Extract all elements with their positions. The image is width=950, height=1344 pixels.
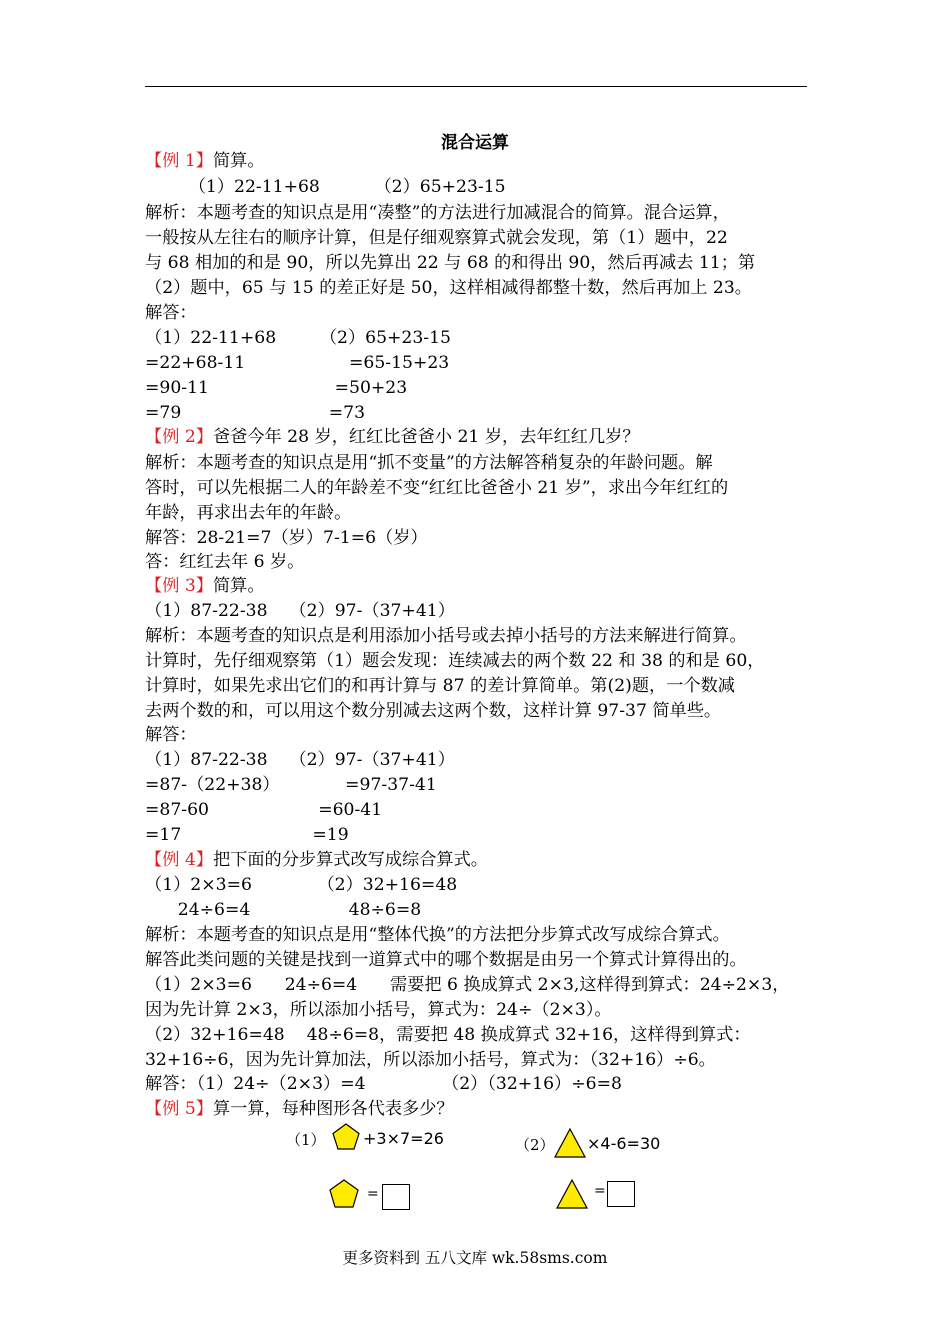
line-text: 爸爸今年 28 岁，红红比爸爸小 21 岁，去年红红几岁？ [212, 427, 640, 447]
line-text: 解答此类问题的关键是找到一道算式中的哪个数据是由另一个算式计算得出的。 [145, 950, 747, 970]
line-text: 因为先计算 2×3，所以添加小括号，算式为：24÷（2×3）。 [145, 1000, 612, 1020]
answer-box [607, 1181, 635, 1207]
text-line [145, 552, 304, 572]
line-text: 一般按从左往右的顺序计算，但是仔细观察算式就会发现，第（1）题中，22 [145, 228, 728, 248]
line-text: 与 68 相加的和是 90，所以先算出 22 与 68 的和得出 90，然后再减去 11；第 [145, 253, 756, 273]
ex5-part2-formula: ×4-6=30 [587, 1134, 661, 1153]
line-text: 答时，可以先根据二人的年龄差不变“红红比爸爸小 21 岁”，求出今年红红的 [145, 478, 729, 498]
line-text: =22+68-11 =65-15+23 [145, 353, 450, 373]
page-title: 混合运算 [441, 133, 509, 153]
line-text: 解析：本题考查的知识点是用“凑整”的方法进行加减混合的简算。混合运算， [145, 203, 730, 223]
equals-sign: = [594, 1183, 606, 1199]
example-heading [145, 850, 488, 870]
line-text: =87-（22+38） =97-37-41 [145, 775, 437, 795]
text-line [145, 528, 428, 548]
equals-sign: = [367, 1186, 379, 1202]
example-heading [145, 151, 265, 171]
text-line [145, 177, 506, 197]
line-text: 解析：本题考查的知识点是用“整体代换”的方法把分步算式改写成综合算式。 [145, 925, 730, 945]
line-text: 解答： [145, 725, 197, 745]
text-line [145, 925, 730, 945]
text-line [145, 825, 349, 845]
example-heading [145, 576, 265, 596]
line-text: （1）22-11+68 （2）65+23-15 [145, 328, 451, 348]
text-line [145, 1025, 751, 1045]
example-heading [145, 1099, 454, 1119]
line-text: （2）32+16=48 48÷6=8，需要把 48 换成算式 32+16，这样得到算式： [145, 1025, 751, 1045]
text-line [145, 875, 457, 895]
example-heading [145, 427, 640, 447]
text-line [145, 478, 728, 498]
line-text: 去两个数的和，可以用这个数分别减去这两个数，这样计算 97-37 简单些。 [145, 701, 722, 721]
text-line [145, 303, 197, 323]
line-text: 简算。 [212, 576, 265, 596]
text-line [145, 701, 721, 721]
text-line [145, 775, 437, 795]
text-line [145, 328, 451, 348]
example-tag: 【例 5】 [145, 1099, 213, 1119]
text-line [145, 353, 449, 373]
text-line [145, 453, 713, 473]
text-line [145, 601, 455, 621]
text-line [145, 900, 421, 920]
line-text: 把下面的分步算式改写成综合算式。 [212, 850, 488, 870]
line-text: 解答：（1）24÷（2×3）=4 （2）（32+16）÷6=8 [145, 1074, 622, 1094]
text-line [145, 1050, 716, 1070]
line-text: 24÷6=4 48÷6=8 [145, 900, 422, 920]
text-line [145, 203, 730, 223]
pentagon-icon [331, 1122, 361, 1152]
ex5-part2-label: （2） [515, 1136, 555, 1154]
text-line [145, 403, 365, 423]
line-text: =79 =73 [145, 403, 366, 423]
text-line [145, 378, 407, 398]
text-line [145, 651, 765, 671]
line-text: 32+16÷6，因为先计算加法，所以添加小括号，算式为：（32+16）÷6。 [145, 1050, 716, 1070]
ex5-part1-label: （1） [286, 1131, 326, 1149]
line-text: =17 =19 [145, 825, 349, 845]
line-text: 算一算，每种图形各代表多少？ [212, 1099, 454, 1119]
line-text: （2）题中，65 与 15 的差正好是 50，这样相减得都整十数，然后再加上 23。 [145, 278, 752, 298]
line-text: 解析：本题考查的知识点是用“抓不变量”的方法解答稍复杂的年龄问题。解 [145, 453, 713, 473]
pentagon-icon [328, 1178, 360, 1210]
line-text: 计算时，先仔细观察第（1）题会发现：连续减去的两个数 22 和 38 的和是 60， [145, 651, 765, 671]
example-tag: 【例 3】 [145, 576, 213, 596]
text-line [145, 228, 728, 248]
line-text: 解析：本题考查的知识点是利用添加小括号或去掉小括号的方法来解进行简算。 [145, 626, 747, 646]
line-text: 简算。 [212, 151, 265, 171]
line-text: 答：红红去年 6 岁。 [145, 552, 305, 572]
text-line [145, 1000, 612, 1020]
answer-box [382, 1184, 410, 1210]
footer-text: 更多资料到 五八文库 wk.58sms.com [342, 1249, 608, 1267]
text-line [145, 1074, 622, 1094]
text-line [145, 253, 755, 273]
line-text: =87-60 =60-41 [145, 800, 383, 820]
text-line [145, 800, 382, 820]
ex5-part1-formula: +3×7=26 [363, 1129, 444, 1148]
triangle-icon [555, 1178, 589, 1210]
line-text: （1）87-22-38 （2）97-（37+41） [145, 601, 455, 621]
line-text: 年龄，再求出去年的年龄。 [145, 503, 352, 523]
text-line [145, 975, 789, 995]
line-text: （1）87-22-38 （2）97-（37+41） [145, 750, 455, 770]
example-tag: 【例 1】 [145, 151, 213, 171]
line-text: =90-11 =50+23 [145, 378, 408, 398]
text-line [145, 725, 197, 745]
line-text: 计算时，如果先求出它们的和再计算与 87 的差计算简单。第(2)题，一个数减 [145, 676, 735, 696]
text-line [145, 750, 455, 770]
line-text: （1）2×3=6 （2）32+16=48 [145, 875, 458, 895]
line-text: （1）22-11+68 （2）65+23-15 [145, 177, 506, 197]
line-text: 解答：28-21=7（岁）7-1=6（岁） [145, 528, 428, 548]
text-line [145, 278, 752, 298]
line-text: （1）2×3=6 24÷6=4 需要把 6 换成算式 2×3,这样得到算式：24÷2×3， [145, 975, 790, 995]
example-tag: 【例 2】 [145, 427, 213, 447]
top-rule [145, 86, 807, 87]
text-line [145, 626, 747, 646]
example-tag: 【例 4】 [145, 850, 213, 870]
text-line [145, 676, 735, 696]
line-text: 解答： [145, 303, 197, 323]
text-line [145, 503, 351, 523]
text-line [145, 950, 747, 970]
triangle-icon [553, 1127, 587, 1159]
